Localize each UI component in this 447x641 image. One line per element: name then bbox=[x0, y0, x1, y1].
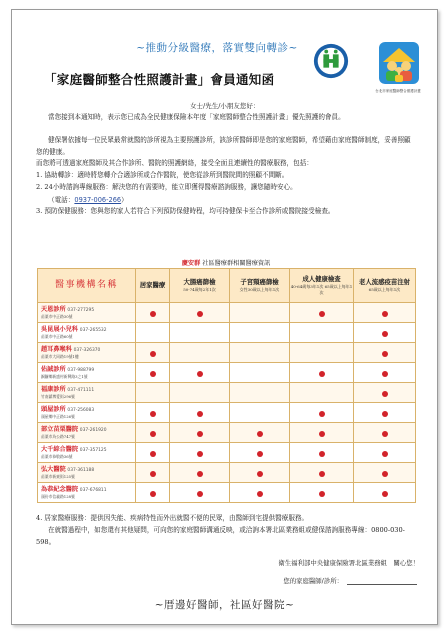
service-cell-colon-screening bbox=[170, 363, 230, 383]
institution-address: 苗栗市中正路30號 bbox=[41, 313, 73, 319]
header-adult-checkup bbox=[290, 269, 354, 303]
phone-prefix: （電話： bbox=[48, 196, 75, 204]
service-cell-adult-checkup bbox=[290, 443, 354, 463]
service-cell-cervical-screening bbox=[230, 323, 290, 343]
header-colon-label: 大腸癌篩檢 bbox=[183, 278, 216, 286]
institution-cell bbox=[38, 403, 136, 423]
service-cell-colon-screening bbox=[170, 463, 230, 483]
service-available-dot-icon bbox=[197, 371, 203, 377]
service-cell-adult-checkup bbox=[290, 343, 354, 363]
institution-phone: 037-471111 bbox=[67, 387, 95, 393]
notice-letter bbox=[11, 9, 438, 625]
service-available-dot-icon bbox=[197, 491, 203, 497]
institution-name: 趙耳鼻喉科 bbox=[41, 345, 72, 353]
institution-cell bbox=[38, 383, 136, 403]
service-item-home-care: 4. 居家醫療服務：提供因失能、疾病特性而外出就醫不便的民眾，由醫師到宅提供醫療服務。 bbox=[36, 514, 309, 522]
service-cell-adult-checkup bbox=[290, 483, 354, 503]
service-cell-elder-flu-vaccine bbox=[354, 483, 416, 503]
institution-name: 大千綜合醫院 bbox=[41, 445, 79, 453]
service-cell-family-care bbox=[136, 463, 170, 483]
paragraph-family-doctor: 健保署依據每一位民眾最常就醫的診所視為主要照護診所，該診所醫師即是您的家庭醫師，希望藉由家庭醫師制度，妥善照顧您的健康。 bbox=[36, 136, 411, 156]
service-cell-elder-flu-vaccine bbox=[354, 423, 416, 443]
institution-cell bbox=[38, 443, 136, 463]
service-cell-colon-screening bbox=[170, 343, 230, 363]
service-available-dot-icon bbox=[319, 431, 325, 437]
institution-name-line bbox=[38, 346, 135, 354]
table-title-tag: 慶安群 bbox=[181, 260, 201, 267]
service-cell-family-care bbox=[136, 363, 170, 383]
service-cell-elder-flu-vaccine bbox=[354, 303, 416, 323]
institution-address: 竹南鎮博愛街296號 bbox=[41, 393, 75, 399]
service-cell-family-care bbox=[136, 303, 170, 323]
service-cell-adult-checkup bbox=[290, 423, 354, 443]
service-cell-family-care bbox=[136, 443, 170, 463]
institution-phone: 037-361188 bbox=[67, 467, 95, 473]
service-available-dot-icon bbox=[382, 371, 388, 377]
service-cell-cervical-screening bbox=[230, 403, 290, 423]
institution-cell bbox=[38, 303, 136, 323]
header-elder-sub: 65歲以上每年1次 bbox=[368, 287, 401, 292]
institution-phone: 037-265532 bbox=[79, 327, 107, 333]
hotline-phone bbox=[48, 194, 128, 204]
institution-name-line bbox=[38, 406, 135, 414]
salutation: 女士/先生/小朋友您好： bbox=[190, 102, 260, 110]
service-cell-cervical-screening bbox=[230, 383, 290, 403]
service-available-dot-icon bbox=[382, 471, 388, 477]
service-cell-cervical-screening bbox=[230, 483, 290, 503]
header-institution: 醫事機構名稱 bbox=[38, 269, 136, 303]
service-cell-elder-flu-vaccine bbox=[354, 443, 416, 463]
service-available-dot-icon bbox=[150, 311, 156, 317]
institution-name: 天恩診所 bbox=[41, 305, 66, 313]
service-available-dot-icon bbox=[319, 491, 325, 497]
service-item-prevention: 3. 預防保健服務：您與您的家人若符合下列預防保健時程，均可持健保卡至合作診所或醫院接受檢查。 bbox=[36, 207, 335, 215]
page-title: 「家庭醫師整合性照護計畫」會員通知函 bbox=[44, 72, 275, 87]
institution-address: 苗栗市大同路19號1樓 bbox=[41, 353, 79, 359]
header-elder-label: 老人流感疫苗注射 bbox=[358, 278, 411, 286]
service-cell-family-care bbox=[136, 403, 170, 423]
medical-info-table bbox=[37, 258, 415, 503]
table-row bbox=[38, 443, 416, 463]
institution-name-line bbox=[38, 366, 135, 374]
service-available-dot-icon bbox=[197, 411, 203, 417]
service-available-dot-icon bbox=[319, 371, 325, 377]
top-banner: ~推動分級醫療，落實雙向轉診~ bbox=[136, 42, 298, 54]
service-available-dot-icon bbox=[197, 471, 203, 477]
institution-phone: 037-277295 bbox=[67, 307, 95, 313]
service-cell-colon-screening bbox=[170, 383, 230, 403]
service-available-dot-icon bbox=[257, 431, 263, 437]
service-cell-cervical-screening bbox=[230, 463, 290, 483]
institution-table bbox=[37, 268, 416, 503]
table-row bbox=[38, 423, 416, 443]
table-row bbox=[38, 463, 416, 483]
institution-phone: 037-988799 bbox=[67, 367, 95, 373]
service-cell-colon-screening bbox=[170, 323, 230, 343]
institution-name-line bbox=[38, 386, 135, 394]
header-colon-sub: 50-74歲每2年1次 bbox=[183, 287, 216, 292]
service-cell-elder-flu-vaccine bbox=[354, 363, 416, 383]
table-row bbox=[38, 303, 416, 323]
service-cell-family-care bbox=[136, 343, 170, 363]
table-row bbox=[38, 343, 416, 363]
service-cell-adult-checkup bbox=[290, 463, 354, 483]
institution-phone: 037-256083 bbox=[67, 407, 95, 413]
service-item-referral: 1. 協助轉診：適時將您轉介合適診所或合作醫院，使您從診所到醫院間的照顧不間斷。 bbox=[36, 171, 289, 179]
header-cervical-label: 子宮頸癌篩檢 bbox=[240, 278, 279, 286]
service-available-dot-icon bbox=[150, 451, 156, 457]
table-row bbox=[38, 483, 416, 503]
service-available-dot-icon bbox=[382, 331, 388, 337]
service-cell-elder-flu-vaccine bbox=[354, 383, 416, 403]
service-available-dot-icon bbox=[382, 491, 388, 497]
institution-rows bbox=[38, 303, 416, 503]
service-cell-family-care bbox=[136, 383, 170, 403]
service-available-dot-icon bbox=[257, 451, 263, 457]
service-cell-family-care bbox=[136, 423, 170, 443]
service-cell-cervical-screening bbox=[230, 303, 290, 323]
service-available-dot-icon bbox=[382, 391, 388, 397]
institution-name-line bbox=[38, 446, 135, 454]
service-cell-adult-checkup bbox=[290, 363, 354, 383]
table-row bbox=[38, 403, 416, 423]
service-item-hotline: 2. 24小時諮詢專線服務：解決您的有需要時，能立即獲得醫療諮詢服務，讓您隨時安心。 bbox=[36, 183, 297, 191]
table-row bbox=[38, 363, 416, 383]
service-available-dot-icon bbox=[319, 411, 325, 417]
service-cell-cervical-screening bbox=[230, 343, 290, 363]
institution-address: 苗栗市中正路60號 bbox=[41, 333, 73, 339]
service-cell-family-care bbox=[136, 483, 170, 503]
sign-doctor bbox=[283, 576, 417, 585]
service-available-dot-icon bbox=[319, 311, 325, 317]
table-row bbox=[38, 383, 416, 403]
institution-address: 頭份市信義路128號 bbox=[41, 493, 75, 499]
logo-caption: 台北市家庭醫師整合照護計畫 bbox=[375, 89, 421, 93]
header-elder-flu-vaccine bbox=[354, 269, 416, 303]
service-cell-elder-flu-vaccine bbox=[354, 403, 416, 423]
institution-address: 銅鑼鄉新盛村新興路3之1號 bbox=[41, 373, 88, 379]
service-cell-colon-screening bbox=[170, 483, 230, 503]
table-row bbox=[38, 323, 416, 343]
service-cell-colon-screening bbox=[170, 303, 230, 323]
institution-cell bbox=[38, 323, 136, 343]
institution-name-line bbox=[38, 486, 135, 494]
service-available-dot-icon bbox=[382, 451, 388, 457]
service-available-dot-icon bbox=[382, 411, 388, 417]
header-adult-label: 成人健康檢查 bbox=[302, 275, 341, 283]
service-cell-adult-checkup bbox=[290, 323, 354, 343]
paragraph-membership: 當您接到本通知時，表示您已成為全民健康保險本年度「家庭醫師整合性照護計畫」優先照護的會員。 bbox=[48, 113, 345, 121]
service-available-dot-icon bbox=[150, 411, 156, 417]
service-available-dot-icon bbox=[197, 451, 203, 457]
service-available-dot-icon bbox=[257, 471, 263, 477]
service-available-dot-icon bbox=[197, 311, 203, 317]
service-cell-family-care bbox=[136, 323, 170, 343]
institution-name-line bbox=[38, 306, 135, 314]
institution-name-line bbox=[38, 466, 135, 474]
institution-name-line bbox=[38, 426, 135, 434]
institution-phone: 037-326370 bbox=[73, 347, 101, 353]
service-cell-elder-flu-vaccine bbox=[354, 343, 416, 363]
institution-phone: 037-676811 bbox=[79, 487, 107, 493]
institution-name: 吳昆展小兒科 bbox=[41, 325, 79, 333]
nhi-logo-icon bbox=[312, 42, 350, 80]
paragraph-services-intro: 而您將可透過家庭醫師及其合作診所、醫院的照護網絡，接受全面且連續性的醫療服務，包括： bbox=[36, 159, 313, 167]
bottom-banner: ~厝邊好醫師，社區好醫院~ bbox=[154, 599, 295, 611]
institution-cell bbox=[38, 463, 136, 483]
service-cell-cervical-screening bbox=[230, 423, 290, 443]
sign-doctor-blank bbox=[347, 576, 417, 585]
service-available-dot-icon bbox=[382, 351, 388, 357]
institution-address: 苗栗市為公路747號 bbox=[41, 433, 75, 439]
paragraph-closing: 在就醫過程中，如您還有其他疑問，可向您的家庭醫師溝通反映，或洽詢本署北區業務組或健保諮詢服務專線：0800-030-598。 bbox=[36, 526, 405, 546]
sign-office: 衛生福利部中央健康保險署北區業務組 關心您！ bbox=[278, 559, 419, 567]
institution-name: 福康診所 bbox=[41, 385, 66, 393]
service-available-dot-icon bbox=[257, 491, 263, 497]
institution-name: 弘大醫院 bbox=[41, 465, 66, 473]
service-cell-elder-flu-vaccine bbox=[354, 463, 416, 483]
family-doctor-plan-logo-icon bbox=[377, 40, 421, 88]
phone-suffix: ） bbox=[121, 196, 128, 204]
service-available-dot-icon bbox=[319, 471, 325, 477]
phone-number: 0937-006-266 bbox=[74, 196, 122, 204]
header-colon-screening bbox=[170, 269, 230, 303]
institution-address: 苗栗市恭敬路36號 bbox=[41, 453, 73, 459]
service-cell-colon-screening bbox=[170, 423, 230, 443]
header-adult-sub: 40-64歲每3年1次 65歲以上每年1次 bbox=[290, 284, 353, 295]
service-available-dot-icon bbox=[319, 451, 325, 457]
service-cell-colon-screening bbox=[170, 443, 230, 463]
institution-name: 頭屋診所 bbox=[41, 405, 66, 413]
service-available-dot-icon bbox=[150, 371, 156, 377]
institution-name: 為恭紀念醫院 bbox=[41, 485, 79, 493]
institution-name: 部立苗栗醫院 bbox=[41, 425, 79, 433]
sign-doctor-label: 您的家庭醫師/診所： bbox=[283, 577, 343, 585]
institution-name: 佑誠診所 bbox=[41, 365, 66, 373]
institution-address: 苗栗市新東街125號 bbox=[41, 473, 75, 479]
service-available-dot-icon bbox=[150, 491, 156, 497]
table-title bbox=[37, 258, 415, 267]
header-cervical-sub: 女性30歲以上每年1次 bbox=[239, 287, 280, 292]
service-available-dot-icon bbox=[382, 431, 388, 437]
service-cell-cervical-screening bbox=[230, 363, 290, 383]
service-cell-cervical-screening bbox=[230, 443, 290, 463]
institution-cell bbox=[38, 343, 136, 363]
table-title-text: 社區醫療群相關醫療資訊 bbox=[202, 260, 271, 267]
service-available-dot-icon bbox=[150, 471, 156, 477]
institution-phone: 037-261920 bbox=[79, 427, 107, 433]
service-available-dot-icon bbox=[197, 431, 203, 437]
service-cell-adult-checkup bbox=[290, 403, 354, 423]
institution-name-line bbox=[38, 326, 135, 334]
header-cervical-screening bbox=[230, 269, 290, 303]
institution-cell bbox=[38, 363, 136, 383]
service-available-dot-icon bbox=[150, 431, 156, 437]
institution-cell bbox=[38, 423, 136, 443]
institution-address: 頭屋鄉中正路126號 bbox=[41, 413, 75, 419]
institution-cell bbox=[38, 483, 136, 503]
service-cell-colon-screening bbox=[170, 403, 230, 423]
service-available-dot-icon bbox=[150, 351, 156, 357]
service-available-dot-icon bbox=[382, 311, 388, 317]
service-cell-elder-flu-vaccine bbox=[354, 323, 416, 343]
header-family-care: 居家醫療 bbox=[136, 269, 170, 303]
service-cell-adult-checkup bbox=[290, 383, 354, 403]
institution-phone: 037-357125 bbox=[79, 447, 107, 453]
service-cell-adult-checkup bbox=[290, 303, 354, 323]
